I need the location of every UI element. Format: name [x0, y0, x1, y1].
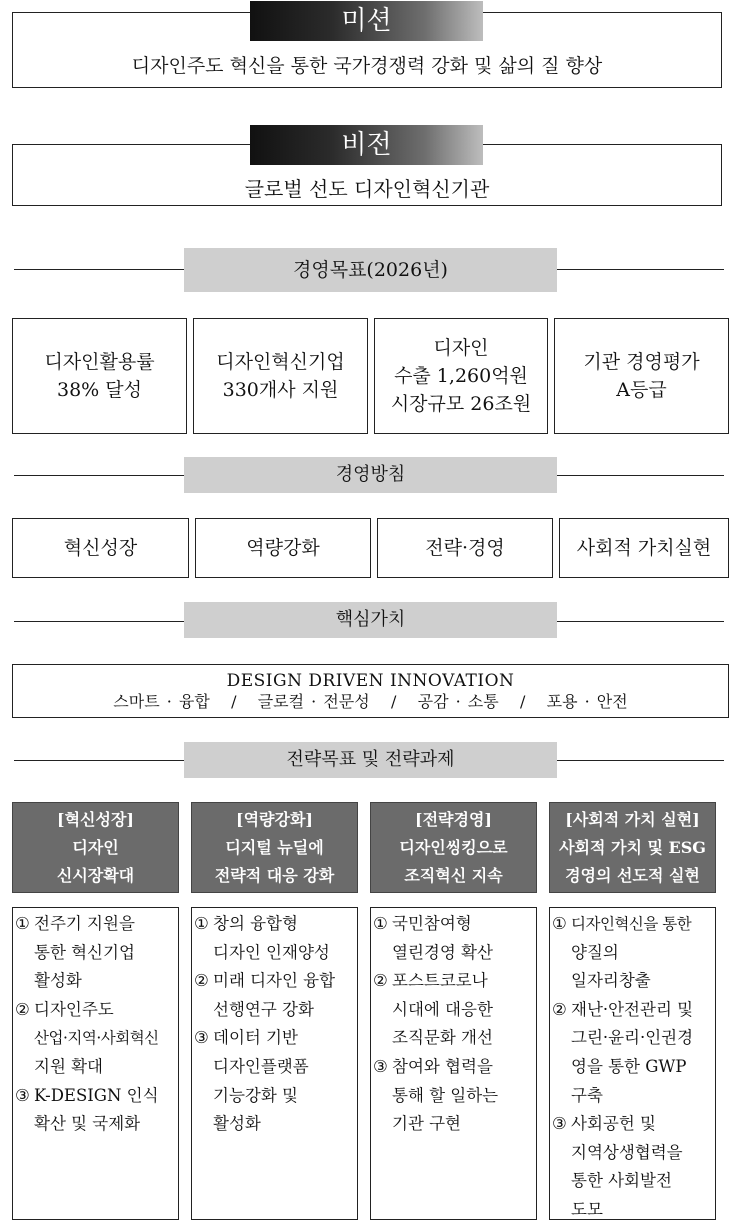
policy-item: 혁신성장: [12, 518, 189, 578]
task-line: 디자인주도: [34, 999, 114, 1019]
task-item: [552, 1110, 713, 1224]
task-item: [15, 1082, 176, 1139]
core-values-slogan: DESIGN DRIVEN INNOVATION: [226, 671, 515, 691]
task-line: 영을 통한 GWP: [571, 1056, 687, 1076]
task-line: 재난·안전관리 및: [571, 999, 694, 1019]
goal-line: 디자인활용률: [44, 351, 155, 373]
strategy-goal-line: 디지털 뉴딜에: [225, 837, 324, 857]
task-line: 기능강화 및: [213, 1085, 298, 1105]
strategy-goal-line: [역량강화]: [236, 809, 313, 829]
strategy-goal: [12, 802, 179, 893]
strategy-goal-line: [전략경영]: [415, 809, 492, 829]
policy-item: 역량강화: [195, 518, 371, 578]
task-line: 지원 확대: [34, 1056, 104, 1076]
strategy-tasks: [549, 907, 716, 1220]
strategy-goal-line: [사회적 가치 실현]: [565, 809, 700, 829]
task-line: 디자인플랫폼: [213, 1056, 309, 1076]
strategy-goal-line: 디자인씽킹으로: [399, 837, 508, 857]
task-item: [15, 996, 176, 1082]
task-item: [552, 996, 713, 1110]
task-number: ③: [373, 1056, 388, 1076]
task-line: 통한 혁신기업: [34, 942, 135, 962]
task-line: 국민참여형: [392, 914, 472, 933]
strategy-goal-line: 신시장확대: [56, 865, 135, 885]
task-number: ①: [15, 914, 30, 933]
task-line: 사회공헌 및: [571, 1114, 656, 1134]
goal-line: 38% 달성: [57, 379, 142, 401]
strategy-tasks: [370, 907, 537, 1220]
goal-line: A등급: [616, 379, 667, 401]
task-line: 도모: [571, 1199, 603, 1219]
task-line: 양질의: [571, 942, 619, 962]
task-item: [194, 967, 355, 1024]
core-values-box: [12, 664, 729, 718]
task-item: [194, 1024, 355, 1138]
task-line: 확산 및 국제화: [34, 1114, 141, 1134]
task-item: [373, 1053, 534, 1139]
task-number: ①: [194, 914, 209, 933]
vision-title: 비전: [250, 125, 483, 165]
goal-line: 디자인: [433, 337, 489, 359]
task-line: 선행연구 강화: [213, 999, 314, 1019]
goal-item: [193, 318, 368, 434]
task-item: [373, 967, 534, 1053]
strategy-goal-line: 조직혁신 지속: [404, 865, 503, 885]
mission-text: 디자인주도 혁신을 통한 국가경쟁력 강화 및 삶의 질 향상: [131, 55, 603, 77]
task-line: 전주기 지원을: [34, 914, 135, 933]
strategy-goal-line: [혁신성장]: [57, 809, 134, 829]
goal-item: [374, 318, 548, 434]
task-line: 디자인혁신을 통한: [571, 915, 692, 933]
goals-header: 경영목표(2026년): [184, 248, 557, 292]
task-line: 통해 할 일하는: [392, 1085, 499, 1105]
policy-item: 사회적 가치실현: [559, 518, 729, 578]
strategy-goal: [370, 802, 537, 893]
task-line: 열린경영 확산: [392, 942, 493, 962]
task-line: 통한 사회발전: [571, 1171, 672, 1191]
task-number: ①: [552, 914, 567, 933]
task-item: [194, 910, 355, 967]
task-number: ③: [15, 1085, 30, 1105]
task-line: 기관 구현: [392, 1114, 462, 1134]
mission-title: 미션: [250, 1, 483, 41]
strategy-header: 전략목표 및 전략과제: [184, 742, 557, 778]
task-line: 지역상생협력을: [571, 1142, 683, 1162]
strategy-goal-line: 사회적 가치 및 ESG: [559, 837, 706, 857]
task-number: ③: [552, 1114, 567, 1134]
task-line: 창의 융합형: [213, 914, 298, 933]
core-values-header: 핵심가치: [184, 602, 557, 638]
task-line: 산업·지역·사회혁신: [34, 1029, 159, 1048]
goal-line: 시장규모 26조원: [390, 393, 532, 415]
strategy-goal-line: 디자인: [72, 837, 119, 857]
strategy-tasks: [12, 907, 179, 1220]
task-line: 조직문화 개선: [392, 1028, 493, 1048]
task-item: [552, 910, 713, 996]
task-line: 참여와 협력을: [392, 1056, 493, 1076]
task-number: ①: [373, 914, 388, 933]
goal-line: 디자인혁신기업: [216, 351, 345, 373]
task-line: 데이터 기반: [213, 1028, 298, 1048]
task-line: K-DESIGN 인식: [34, 1085, 159, 1105]
task-item: [15, 910, 176, 996]
task-line: 포스트코로나: [392, 971, 488, 991]
task-line: 활성화: [213, 1114, 261, 1134]
strategy-tasks: [191, 907, 358, 1220]
task-number: ②: [552, 999, 567, 1019]
task-number: ②: [373, 971, 388, 991]
goal-line: 수출 1,260억원: [394, 365, 528, 387]
strategy-goal-line: 전략적 대응 강화: [214, 865, 335, 885]
vision-text: 글로벌 선도 디자인혁신기관: [244, 177, 490, 201]
task-item: [373, 910, 534, 967]
task-number: ②: [15, 999, 30, 1019]
goal-item: [12, 318, 187, 434]
task-line: 일자리창출: [571, 971, 651, 991]
core-values-list: 스마트 · 융합 / 글로컬 · 전문성 / 공감 · 소통 / 포용 · 안전: [113, 692, 628, 711]
task-line: 구축: [571, 1085, 603, 1105]
task-line: 그린·윤리·인권경: [571, 1028, 694, 1048]
task-line: 활성화: [34, 971, 82, 991]
goal-item: [554, 318, 729, 434]
task-number: ②: [194, 971, 209, 991]
policy-item: 전략·경영: [377, 518, 553, 578]
task-line: 미래 디자인 융합: [213, 971, 336, 991]
policy-header: 경영방침: [184, 457, 557, 493]
strategy-goal-line: 경영의 선도적 실현: [565, 865, 700, 885]
task-number: ③: [194, 1028, 209, 1048]
task-line: 디자인 인재양성: [213, 942, 330, 962]
goal-line: 330개사 지원: [222, 379, 339, 401]
goal-line: 기관 경영평가: [583, 351, 700, 373]
task-line: 시대에 대응한: [392, 999, 493, 1019]
strategy-goal: [549, 802, 716, 893]
strategy-goal: [191, 802, 358, 893]
